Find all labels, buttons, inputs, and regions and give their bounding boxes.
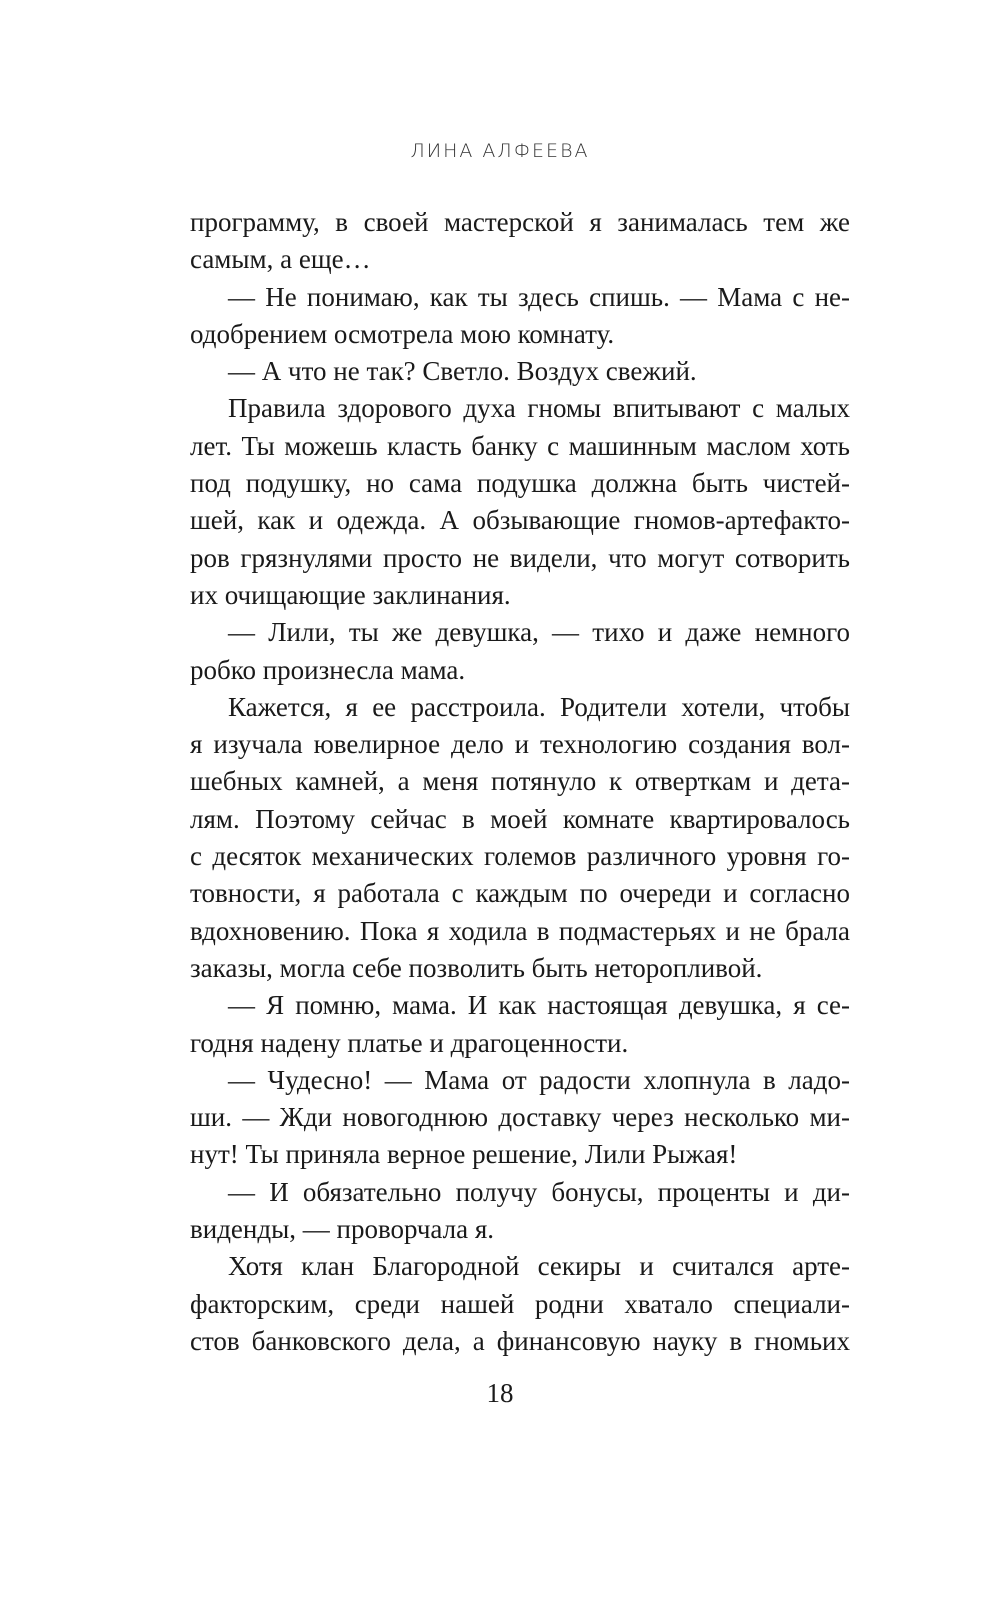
text-line: — Я помню, мама. И как настоящая девушка, я се- [228, 990, 850, 1021]
text-line: ши. — Жди новогоднюю доставку через несколько ми- [190, 1102, 850, 1133]
text-line: Хотя клан Благородной секиры и считался арте- [228, 1251, 850, 1282]
text-line: товности, я работала с каждым по очереди и согласно [190, 878, 850, 909]
text-line: я изучала ювелирное дело и технологию создания вол- [190, 729, 850, 760]
text-line: самым, а еще… [190, 244, 371, 275]
text-line: стов банковского дела, а финансовую науку в гномьих [190, 1325, 850, 1356]
text-line: заказы, могла себе позволить быть неторопливой. [190, 952, 763, 983]
text-line: — Лили, ты же девушка, — тихо и даже немного [228, 617, 850, 648]
text-line: шей, как и одежда. А обзывающие гномов-артефакто- [190, 505, 850, 536]
text-line: — Чудесно! — Мама от радости хлопнула в ладо- [228, 1064, 850, 1095]
text-line: ров грязнулями просто не видели, что могут сотворить [190, 542, 850, 573]
running-head-author: ЛИНА АЛФЕЕВА [410, 140, 590, 162]
body-text [190, 204, 850, 1360]
text-line: факторским, среди нашей родни хватало специали- [190, 1288, 850, 1319]
text-line: лет. Ты можешь класть банку с машинным маслом хоть [190, 430, 850, 461]
text-line: под подушку, но сама подушка должна быть чистей- [190, 468, 850, 499]
page-number: 18 [486, 1378, 514, 1408]
text-line: шебных камней, а меня потянуло к отверткам и дета- [190, 766, 850, 797]
text-line: их очищающие заклинания. [190, 579, 511, 610]
text-line: Кажется, я ее расстроила. Родители хотели, чтобы [228, 691, 850, 722]
text-line: вдохновению. Пока я ходила в подмастерьях и не брала [190, 915, 850, 946]
text-line: программу, в своей мастерской я занималась тем же [190, 207, 850, 237]
text-line: лям. Поэтому сейчас в моей комнате квартировалось [190, 803, 850, 834]
text-line: — И обязательно получу бонусы, проценты и ди- [228, 1176, 850, 1207]
text-line: годня надену платье и драгоценности. [190, 1027, 629, 1058]
text-line: — А что не так? Светло. Воздух свежий. [228, 356, 697, 387]
text-line: — Не понимаю, как ты здесь спишь. — Мама с не- [228, 281, 850, 312]
text-line: одобрением осмотрела мою комнату. [190, 318, 615, 349]
text-line: робко произнесла мама. [190, 654, 466, 685]
text-line: с десяток механических големов различного уровня го- [190, 841, 850, 872]
text-line: виденды, — проворчала я. [190, 1214, 495, 1245]
text-line: нут! Ты приняла верное решение, Лили Рыжая! [190, 1139, 738, 1170]
text-line: Правила здорового духа гномы впитывают с малых [228, 393, 850, 424]
